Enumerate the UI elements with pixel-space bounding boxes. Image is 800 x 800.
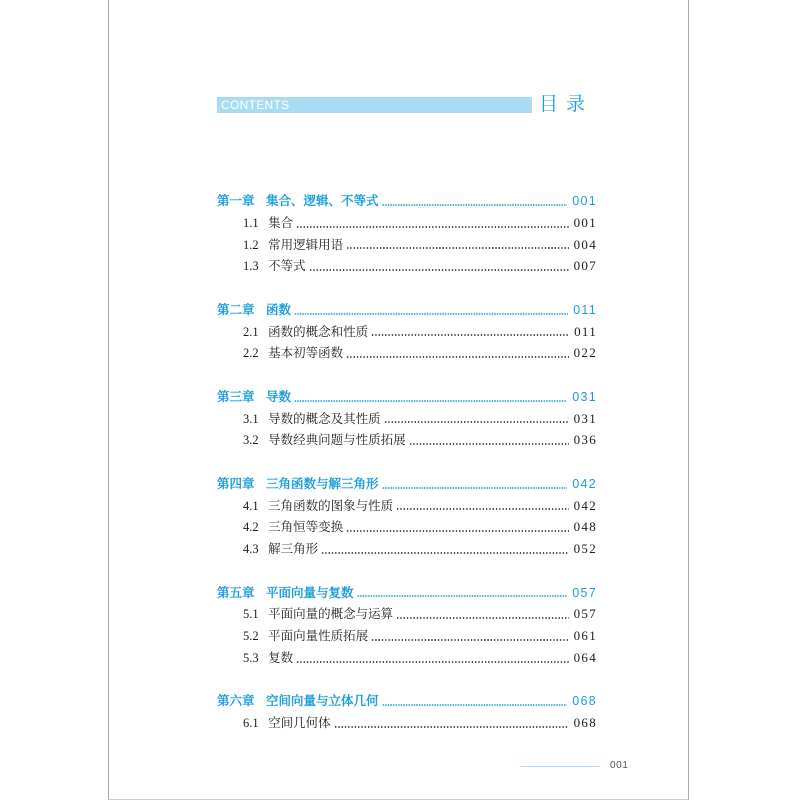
- chapter-title: 三角函数与解三角形: [266, 475, 379, 491]
- page-number: 064: [573, 649, 597, 665]
- section-title: 三角恒等变换: [268, 520, 344, 535]
- footer-rule: [521, 766, 600, 767]
- section-entry: [217, 429, 597, 451]
- book-page: [108, 0, 689, 800]
- section-number: 5.2: [243, 629, 259, 643]
- page-number: 052: [573, 541, 597, 556]
- toc-title: 目 录: [539, 93, 587, 115]
- chapter-group: [217, 386, 597, 451]
- dot-leader: [409, 443, 569, 445]
- table-of-contents: [217, 190, 597, 756]
- chapter-group: [217, 190, 597, 277]
- section-title: 导数的概念及其性质: [268, 411, 381, 426]
- section-number: 2.2: [243, 346, 259, 361]
- chapter-group: [217, 690, 597, 734]
- section-title: 常用逻辑用语: [268, 237, 344, 252]
- dot-leader: [382, 704, 568, 706]
- chapter-entry: [217, 582, 597, 604]
- page-number: 042: [573, 497, 597, 513]
- page-number: 048: [573, 519, 597, 535]
- page-number: 042: [572, 476, 597, 491]
- section-number: 4.3: [243, 542, 259, 556]
- chapter-group: [217, 582, 597, 669]
- page-number: 004: [573, 236, 597, 252]
- section-number: 2.1: [243, 324, 259, 339]
- footer-page-number: 001: [610, 760, 629, 771]
- section-title: 平面向量的概念与运算: [268, 607, 394, 622]
- section-number: 1.2: [243, 237, 259, 252]
- section-title: 解三角形: [268, 542, 319, 556]
- dot-leader: [334, 726, 569, 728]
- section-number: 1.3: [243, 259, 259, 274]
- section-entry: [217, 234, 597, 256]
- page-number: 057: [572, 585, 597, 600]
- section-title: 导数经典问题与性质拓展: [268, 433, 406, 448]
- section-entry: [217, 625, 597, 647]
- page-number: 011: [574, 323, 597, 339]
- section-number: 6.1: [243, 716, 259, 730]
- chapter-label: 第一章: [217, 193, 255, 208]
- section-title: 平面向量性质拓展: [268, 629, 369, 643]
- dot-leader: [309, 269, 569, 271]
- chapter-title: 平面向量与复数: [266, 584, 354, 600]
- section-number: 4.2: [243, 520, 259, 535]
- dot-leader: [296, 226, 568, 228]
- chapter-entry: [217, 690, 597, 712]
- section-entry: [217, 321, 597, 343]
- chapter-title: 集合、逻辑、不等式: [266, 193, 379, 208]
- dot-leader: [371, 639, 568, 641]
- section-entry: [217, 712, 597, 734]
- section-title: 空间几何体: [268, 716, 331, 730]
- dot-leader: [357, 595, 568, 597]
- section-title: 复数: [268, 650, 294, 665]
- page-number: 031: [572, 389, 597, 404]
- dot-leader: [371, 334, 569, 336]
- section-number: 1.1: [243, 215, 259, 230]
- section-entry: [217, 538, 597, 560]
- chapter-label: 第五章: [217, 584, 255, 600]
- chapter-title: 函数: [266, 301, 292, 317]
- dot-leader: [396, 617, 568, 619]
- dot-leader: [321, 552, 568, 554]
- section-entry: [217, 408, 597, 430]
- chapter-group: [217, 473, 597, 560]
- chapter-label: 第三章: [217, 388, 255, 404]
- page-number: 057: [573, 606, 597, 622]
- section-entry: [217, 495, 597, 517]
- section-entry: [217, 647, 597, 669]
- chapter-title: 空间向量与立体几何: [266, 693, 379, 709]
- dot-leader: [382, 487, 568, 489]
- contents-label: CONTENTS: [221, 98, 290, 112]
- page-number: 061: [573, 628, 597, 643]
- page-number: 068: [572, 694, 597, 709]
- page-number: 001: [572, 194, 597, 208]
- chapter-label: 第六章: [217, 693, 255, 709]
- page-number: 031: [573, 410, 597, 426]
- section-entry: [217, 255, 597, 277]
- chapter-entry: [217, 190, 597, 212]
- section-entry: [217, 212, 597, 234]
- section-number: 3.2: [243, 433, 259, 448]
- dot-leader: [384, 421, 569, 423]
- chapter-entry: [217, 299, 597, 321]
- dot-leader: [396, 508, 568, 510]
- section-entry: [217, 342, 597, 364]
- page-number: 011: [573, 302, 597, 317]
- section-number: 5.3: [243, 650, 259, 665]
- dot-leader: [346, 247, 568, 249]
- page-number: 068: [573, 715, 597, 730]
- contents-banner: [217, 97, 532, 113]
- section-title: 集合: [268, 215, 294, 230]
- section-entry: [217, 516, 597, 538]
- chapter-title: 导数: [266, 388, 292, 404]
- page-number: 007: [573, 258, 597, 274]
- dot-leader: [346, 530, 568, 532]
- chapter-entry: [217, 386, 597, 408]
- page-number: 022: [573, 345, 597, 361]
- dot-leader: [382, 204, 568, 206]
- section-title: 三角函数的图象与性质: [268, 498, 394, 513]
- section-number: 3.1: [243, 411, 259, 426]
- section-number: 4.1: [243, 498, 259, 513]
- chapter-group: [217, 299, 597, 364]
- section-title: 函数的概念和性质: [268, 324, 369, 339]
- section-title: 基本初等函数: [268, 346, 344, 361]
- dot-leader: [294, 400, 567, 402]
- dot-leader: [294, 313, 568, 315]
- chapter-label: 第四章: [217, 475, 255, 491]
- section-title: 不等式: [268, 259, 306, 274]
- chapter-entry: [217, 473, 597, 495]
- page-number: 036: [573, 432, 597, 448]
- section-number: 5.1: [243, 607, 259, 622]
- chapter-label: 第二章: [217, 301, 255, 317]
- section-entry: [217, 603, 597, 625]
- dot-leader: [296, 661, 568, 663]
- dot-leader: [346, 356, 568, 358]
- page-number: 001: [573, 214, 597, 230]
